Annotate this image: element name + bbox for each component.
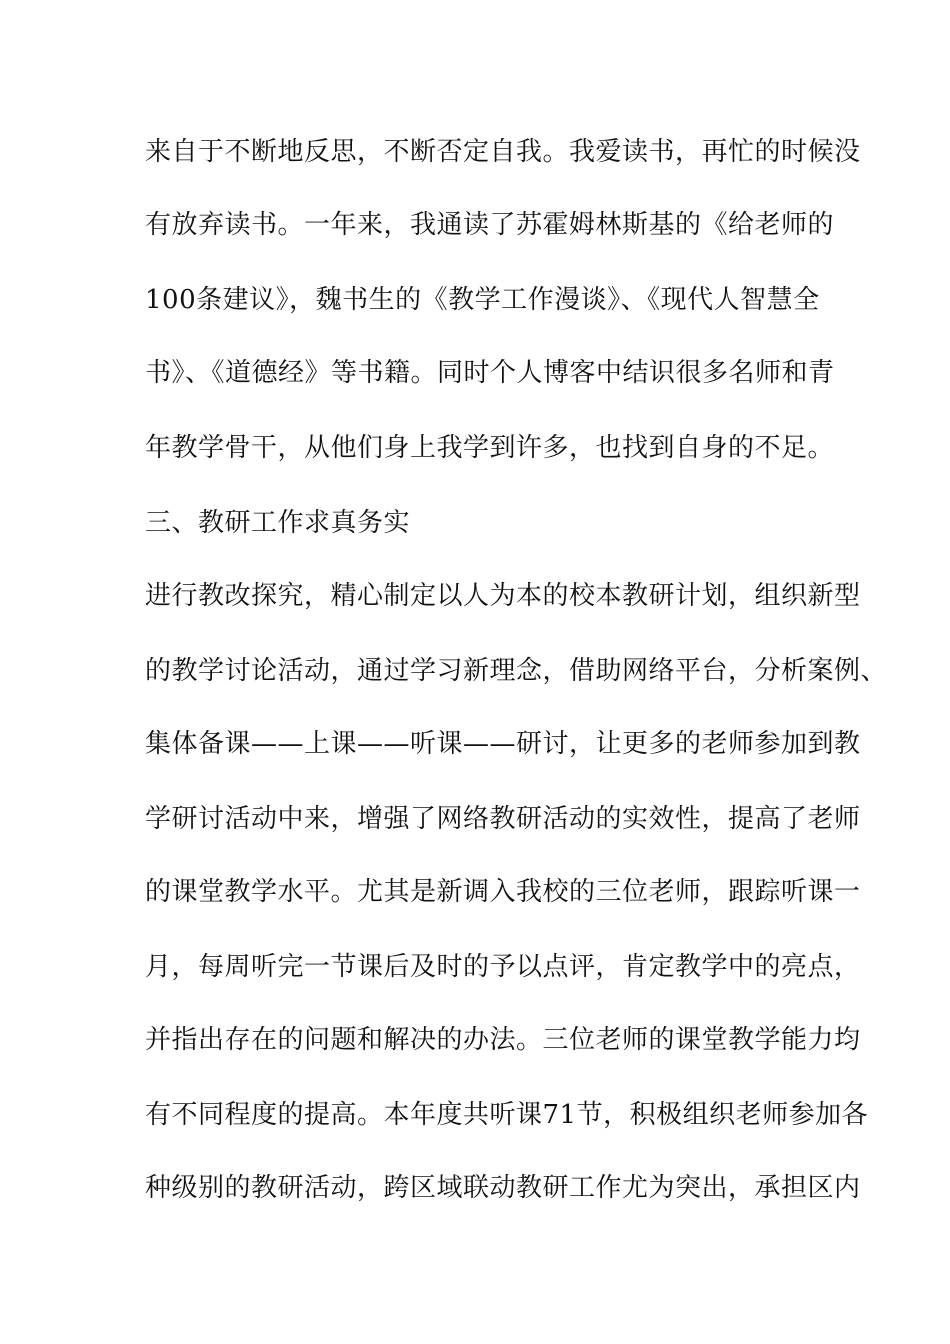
paragraph-line: 年教学骨干，从他们身上我学到许多，也找到自身的不足。 xyxy=(145,433,835,463)
paragraph-line: 有不同程度的提高。本年度共听课71节，积极组织老师参加各 xyxy=(145,1100,869,1130)
paragraph-line: 来自于不断地反思，不断否定自我。我爱读书，再忙的时候没 xyxy=(145,137,861,167)
paragraph-line: 进行教改探究，精心制定以人为本的校本教研计划，组织新型 xyxy=(145,581,861,611)
paragraph-line: 种级别的教研活动，跨区域联动教研工作尤为突出，承担区内 xyxy=(145,1173,861,1203)
paragraph-line: 集体备课——上课——听课——研讨，让更多的老师参加到教 xyxy=(145,729,861,759)
paragraph-line: 100条建议》，魏书生的《教学工作漫谈》、《现代人智慧全 xyxy=(145,285,820,315)
paragraph-line: 并指出存在的问题和解决的办法。三位老师的课堂教学能力均 xyxy=(145,1025,861,1055)
paragraph-line: 的教学讨论活动，通过学习新理念，借助网络平台，分析案例、 xyxy=(145,656,888,686)
paragraph-line: 学研讨活动中来，增强了网络教研活动的实效性，提高了老师 xyxy=(145,804,861,834)
section-heading: 三、教研工作求真务实 xyxy=(145,508,411,538)
paragraph-line: 的课堂教学水平。尤其是新调入我校的三位老师，跟踪听课一 xyxy=(145,877,861,907)
paragraph-line: 有放弃读书。一年来，我通读了苏霍姆林斯基的《给老师的 xyxy=(145,210,835,240)
paragraph-line: 书》、《道德经》等书籍。同时个人博客中结识很多名师和青 xyxy=(145,358,835,388)
paragraph-line: 月，每周听完一节课后及时的予以点评，肯定教学中的亮点， xyxy=(145,952,861,982)
